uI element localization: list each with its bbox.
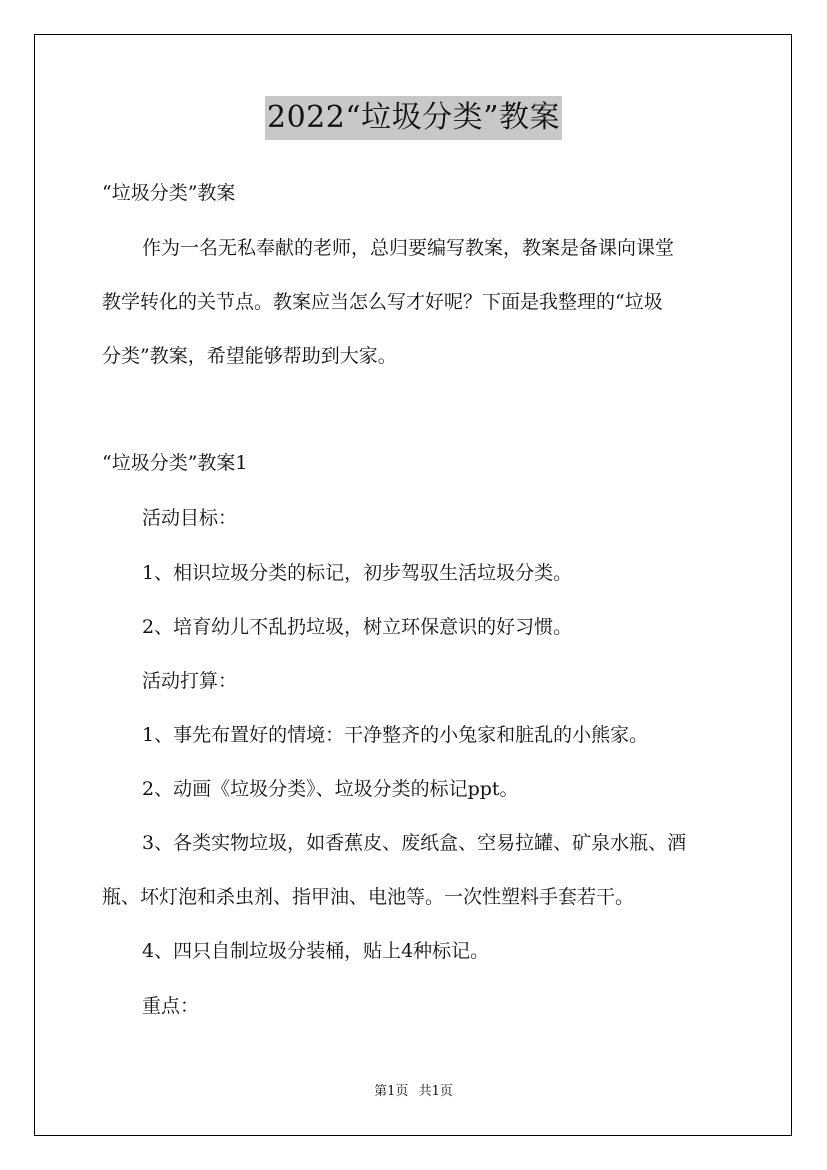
page-total: 共1页 <box>418 1084 453 1099</box>
subtitle: “垃圾分类”教案 <box>102 182 236 204</box>
intro-line-3: 分类”教案，希望能够帮助到大家。 <box>102 345 397 367</box>
prep-item-1: 1、事先布置好的情境：干净整齐的小兔家和脏乱的小熊家。 <box>142 724 649 746</box>
goal-item-1: 1、相识垃圾分类的标记，初步驾驭生活垃圾分类。 <box>142 562 573 584</box>
title-container <box>0 96 827 140</box>
document-title: 2022“垃圾分类”教案 <box>265 96 562 140</box>
key-heading: 重点： <box>142 995 200 1017</box>
prep-item-3-continued: 瓶、坏灯泡和杀虫剂、指甲油、电池等。一次性塑料手套若干。 <box>102 886 635 908</box>
prep-item-4: 4、四只自制垃圾分装桶，贴上4种标记。 <box>142 940 490 962</box>
page-number: 第1页 <box>374 1084 409 1099</box>
prep-item-2: 2、动画《垃圾分类》、垃圾分类的标记ppt。 <box>142 778 519 800</box>
page-footer <box>0 1083 827 1101</box>
prep-item-3: 3、各类实物垃圾，如香蕉皮、废纸盒、空易拉罐、矿泉水瓶、酒 <box>142 832 687 854</box>
intro-line-2: 教学转化的关节点。教案应当怎么写才好呢？下面是我整理的“垃圾 <box>102 291 663 313</box>
prep-heading: 活动打算： <box>142 670 238 692</box>
goals-heading: 活动目标： <box>142 507 238 529</box>
intro-line-1: 作为一名无私奉献的老师，总归要编写教案，教案是备课向课堂 <box>142 237 675 259</box>
section-heading: “垃圾分类”教案1 <box>102 452 248 474</box>
goal-item-2: 2、培育幼儿不乱扔垃圾，树立环保意识的好习惯。 <box>142 616 573 638</box>
